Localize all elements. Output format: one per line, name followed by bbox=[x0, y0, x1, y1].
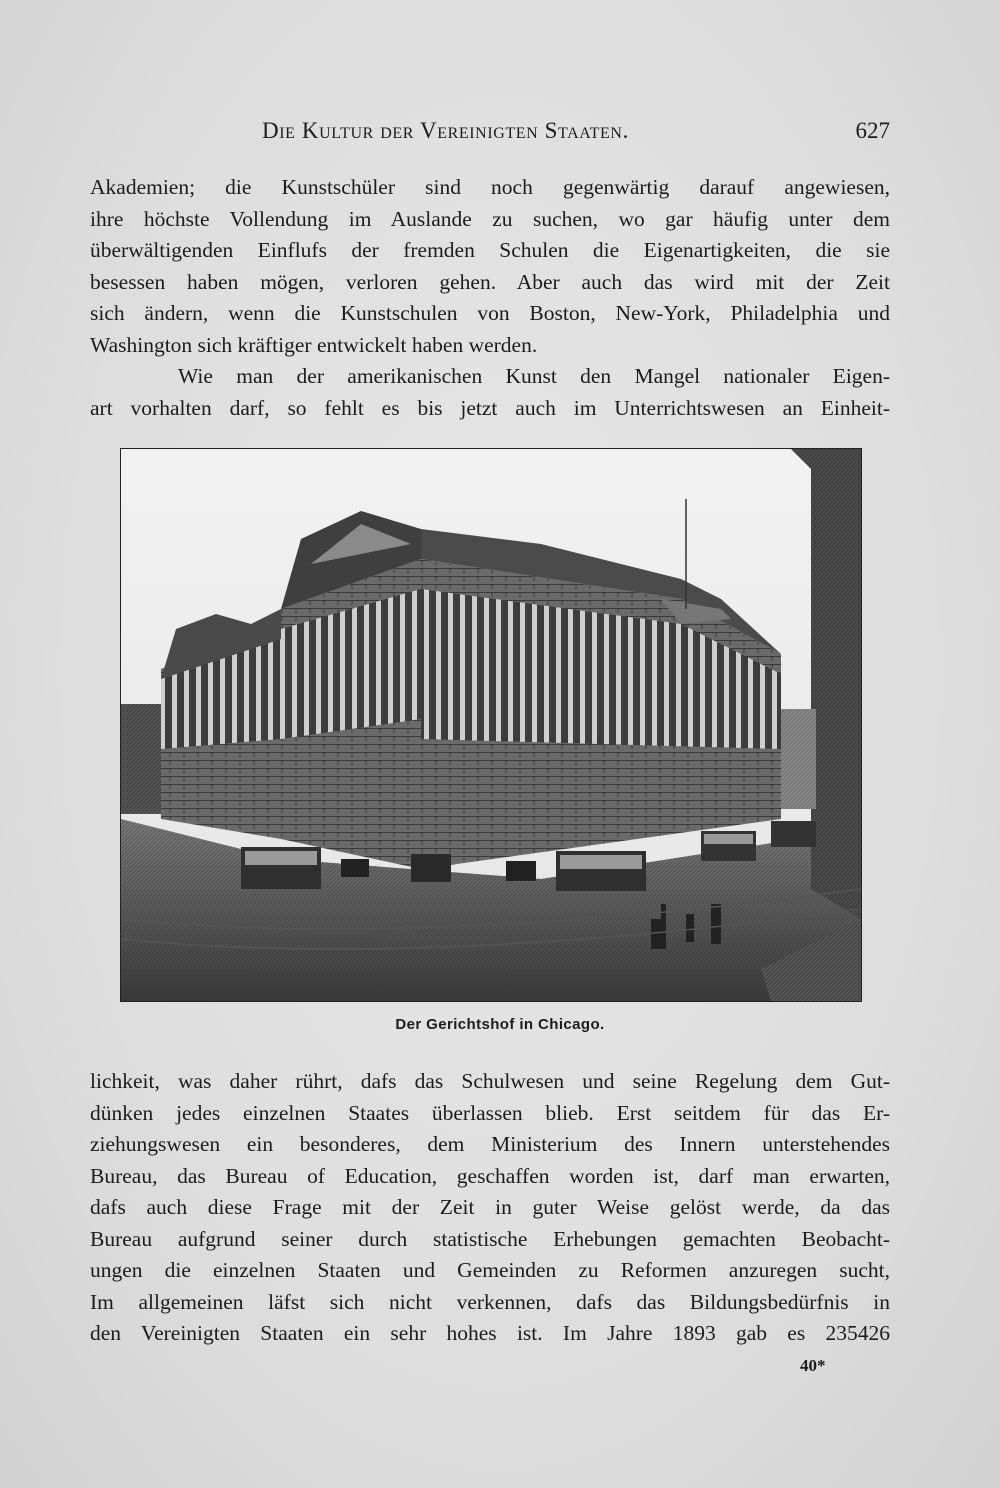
text-line: dafs auch diese Frage mit der Zeit in guter Weise gelöst werde, da das bbox=[90, 1195, 890, 1219]
text-line: ihre höchste Vollendung im Auslande zu suchen, wo gar häufig unter dem bbox=[90, 206, 890, 231]
text-line: Akademien; die Kunstschüler sind noch gegenwärtig darauf angewiesen, bbox=[90, 175, 890, 199]
text-line: den Vereinigten Staaten ein sehr hohes ist. Im Jahre 1893 gab es 235426 bbox=[90, 1321, 890, 1345]
text-line: lichkeit, was daher rührt, dafs das Schulwesen und seine Regelung dem Gut- bbox=[90, 1069, 890, 1093]
text-line: überwältigenden Einflufs der fremden Schulen die Eigenartigkeiten, die sie bbox=[90, 238, 890, 262]
page-header bbox=[90, 118, 890, 154]
signature-mark: 40* bbox=[800, 1356, 826, 1375]
text-line: Bureau, das Bureau of Education, geschaffen worden ist, darf man erwarten, bbox=[90, 1163, 890, 1188]
text-line: Wie man der amerikanischen Kunst den Mangel nationaler Eigen- bbox=[178, 364, 890, 388]
paragraph-top bbox=[90, 172, 890, 424]
text-line: Im allgemeinen läfst sich nicht verkennen, dafs das Bildungsbedürfnis in bbox=[90, 1289, 890, 1314]
text-line: Bureau aufgrund seiner durch statistische Erhebungen gemachten Beobacht- bbox=[90, 1226, 890, 1251]
text-line: sich ändern, wenn die Kunstschulen von Boston, New-York, Philadelphia und bbox=[90, 301, 890, 325]
text-line: besessen haben mögen, verloren gehen. Aber auch das wird mit der Zeit bbox=[90, 269, 890, 294]
figure-caption: Der Gerichtshof in Chicago. bbox=[395, 1016, 605, 1033]
paragraph-bottom bbox=[90, 1066, 890, 1350]
text-line: art vorhalten darf, so fehlt es bis jetzt auch im Unterrichtswesen an Einheit- bbox=[90, 395, 890, 420]
text-line: ungen die einzelnen Staaten und Gemeinden zu Reformen anzuregen sucht, bbox=[90, 1258, 890, 1282]
text-line: ziehungswesen ein besonderes, dem Ministerium des Innern unterstehendes bbox=[90, 1132, 890, 1156]
running-title: Die Kultur der Vereinigten Staaten. bbox=[262, 118, 629, 143]
page-number: 627 bbox=[855, 118, 890, 143]
courthouse-engraving bbox=[120, 448, 862, 1002]
text-line: dünken jedes einzelnen Staates überlassen blieb. Erst seitdem für das Er- bbox=[90, 1100, 890, 1125]
text-line: Washington sich kräftiger entwickelt haben werden. bbox=[90, 332, 538, 357]
